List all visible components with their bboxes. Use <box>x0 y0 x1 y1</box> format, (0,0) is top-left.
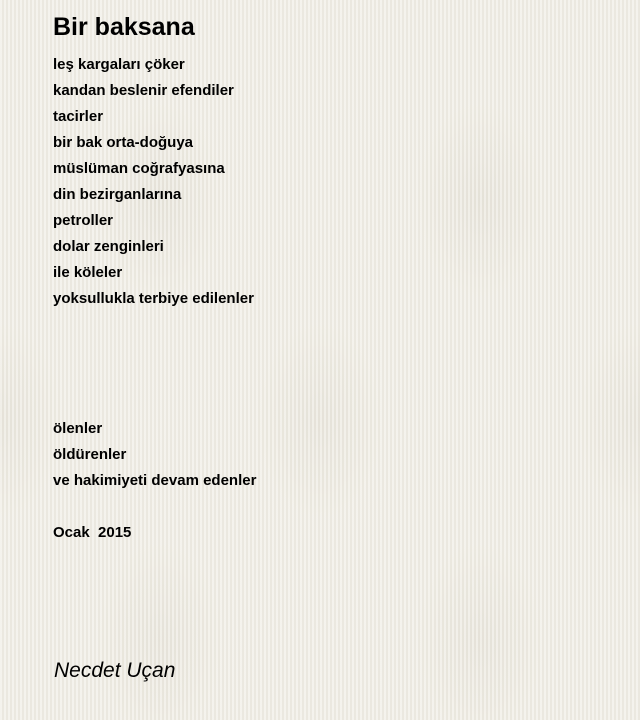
poem-blank-line <box>53 364 256 390</box>
poem-line: bir bak orta-doğuya <box>53 134 194 151</box>
poem-line: müslüman coğrafyasına <box>53 160 225 177</box>
poem-author: Necdet Uçan <box>54 659 176 682</box>
poem-line: ve hakimiyeti devam edenler <box>53 472 257 489</box>
poem-line: dolar zenginleri <box>53 238 164 255</box>
poem-line: kandan beslenir efendiler <box>53 82 234 99</box>
poem-blank-line <box>53 494 256 520</box>
poem-blank-line <box>53 312 256 338</box>
poem-line: ile köleler <box>53 264 123 281</box>
poem-line: ölenler <box>53 420 103 437</box>
poem-blank-line <box>53 338 256 364</box>
poem-line: petroller <box>53 212 114 229</box>
poem-blank-line <box>53 390 256 416</box>
poem-line: leş kargaları çöker <box>53 56 185 73</box>
poem-line: tacirler <box>53 108 104 125</box>
poem-card <box>53 0 613 720</box>
poem-line: din bezirganlarına <box>53 186 182 203</box>
poem-line: Ocak 2015 <box>53 524 132 541</box>
poem-title: Bir baksana <box>53 13 195 41</box>
poem-line: yoksullukla terbiye edilenler <box>53 290 254 307</box>
poem-body <box>53 52 256 546</box>
poem-line: öldürenler <box>53 446 127 463</box>
